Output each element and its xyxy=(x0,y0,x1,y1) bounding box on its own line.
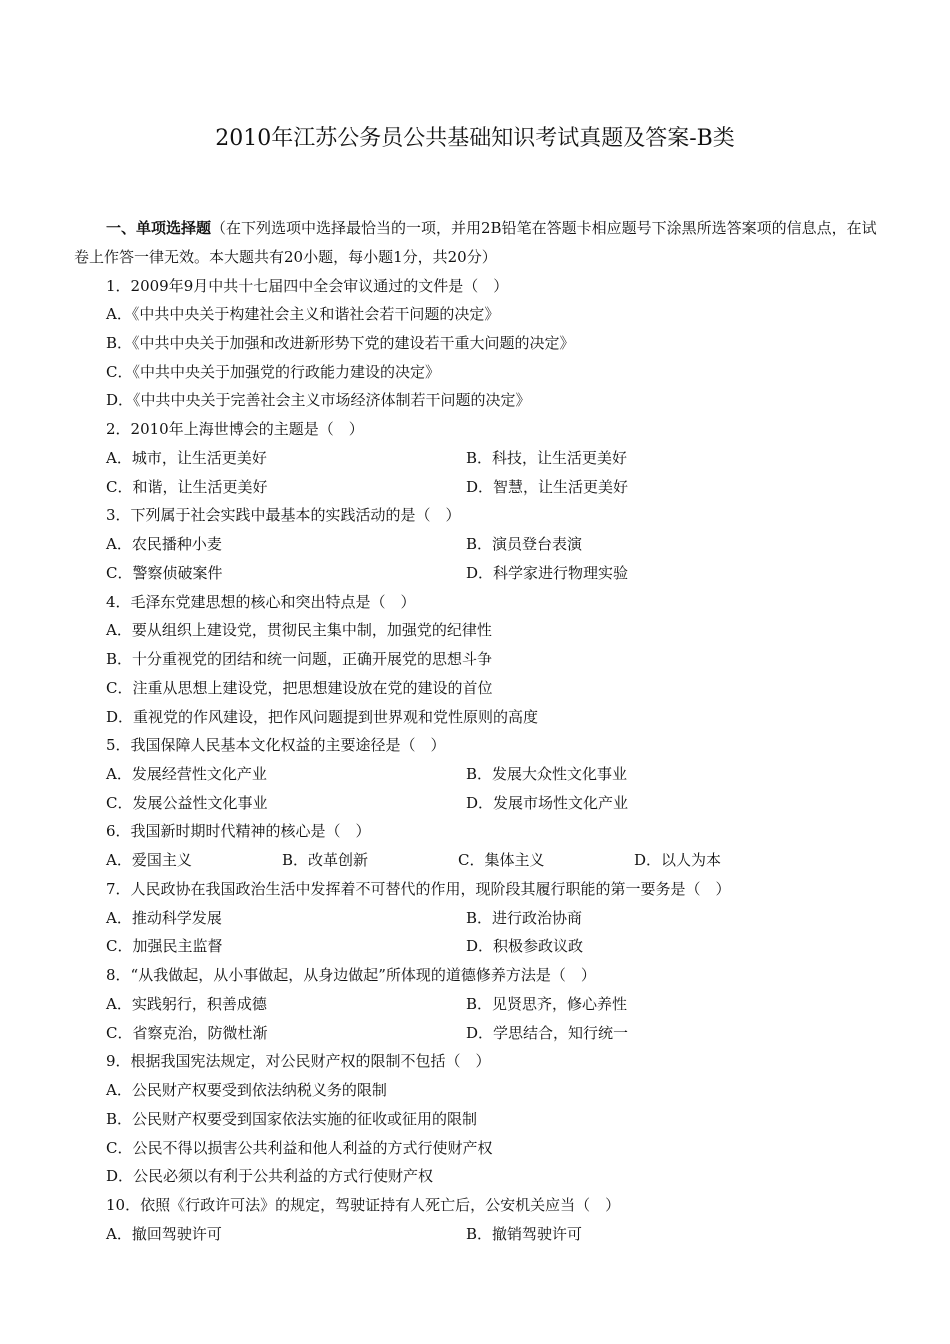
option: B．发展大众性文化事业 xyxy=(466,765,628,783)
option: C．《中共中央关于加强党的行政能力建设的决定》 xyxy=(106,363,440,381)
option: A．公民财产权要受到依法纳税义务的限制 xyxy=(106,1081,387,1099)
option: D．积极参政议政 xyxy=(466,937,584,955)
option: A．城市，让生活更美好 xyxy=(106,449,267,467)
option: D．学思结合，知行统一 xyxy=(466,1024,629,1042)
option: A．实践躬行，积善成德 xyxy=(106,995,267,1013)
question-stem: 8．“从我做起，从小事做起，从身边做起”所体现的道德修养方法是（ ） xyxy=(106,966,596,984)
option: B．演员登台表演 xyxy=(466,535,583,553)
option: D．重视党的作风建设，把作风问题提到世界观和党性原则的高度 xyxy=(106,708,539,726)
document-title: 2010年江苏公务员公共基础知识考试真题及答案-B类 xyxy=(215,126,735,151)
option: D．以人为本 xyxy=(634,851,722,869)
question-stem: 1．2009年9月中共十七届四中全会审议通过的文件是（ ） xyxy=(106,277,509,295)
option: C．发展公益性文化事业 xyxy=(106,794,268,812)
option: C．注重从思想上建设党，把思想建设放在党的建设的首位 xyxy=(106,679,493,697)
question-stem: 2．2010年上海世博会的主题是（ ） xyxy=(106,420,364,438)
option: B．公民财产权要受到国家依法实施的征收或征用的限制 xyxy=(106,1110,478,1128)
option: C．和谐，让生活更美好 xyxy=(106,478,268,496)
option: C．警察侦破案件 xyxy=(106,564,223,582)
option: B．撤销驾驶许可 xyxy=(466,1225,583,1243)
question-stem: 4．毛泽东党建思想的核心和突出特点是（ ） xyxy=(106,593,416,611)
section-instructions: （在下列选项中选择最恰当的一项，并用2B铅笔在答题卡相应题号下涂黑所选答案项的信息点，在试卷上作答一律无效。本大题共有20小题，每小题1分，共20分） xyxy=(74,219,877,266)
question-stem: 10．依照《行政许可法》的规定，驾驶证持有人死亡后，公安机关应当（ ） xyxy=(106,1196,621,1214)
option: D．公民必须以有利于公共利益的方式行使财产权 xyxy=(106,1167,434,1185)
option: B．改革创新 xyxy=(282,851,369,869)
option: C．公民不得以损害公共利益和他人利益的方式行使财产权 xyxy=(106,1139,493,1157)
question-stem: 5．我国保障人民基本文化权益的主要途径是（ ） xyxy=(106,736,446,754)
option: A．要从组织上建设党，贯彻民主集中制，加强党的纪律性 xyxy=(106,621,492,639)
question-stem: 9．根据我国宪法规定，对公民财产权的限制不包括（ ） xyxy=(106,1052,491,1070)
section-heading: 一、单项选择题 xyxy=(106,219,212,237)
option: A．发展经营性文化产业 xyxy=(106,765,267,783)
option: C．集体主义 xyxy=(458,851,545,869)
option: D．发展市场性文化产业 xyxy=(466,794,629,812)
question-stem: 7．人民政协在我国政治生活中发挥着不可替代的作用，现阶段其履行职能的第一要务是（ ） xyxy=(106,880,731,898)
option: A．撤回驾驶许可 xyxy=(106,1225,222,1243)
option: B．十分重视党的团结和统一问题，正确开展党的思想斗争 xyxy=(106,650,493,668)
option: B．进行政治协商 xyxy=(466,909,583,927)
option: C．加强民主监督 xyxy=(106,937,223,955)
option: B．科技，让生活更美好 xyxy=(466,449,628,467)
option: C．省察克治，防微杜渐 xyxy=(106,1024,268,1042)
option: B．《中共中央关于加强和改进新形势下党的建设若干重大问题的决定》 xyxy=(106,334,575,352)
question-stem: 6．我国新时期时代精神的核心是（ ） xyxy=(106,822,371,840)
option: A．《中共中央关于构建社会主义和谐社会若干问题的决定》 xyxy=(106,305,500,323)
section-intro xyxy=(74,214,880,271)
option: A．推动科学发展 xyxy=(106,909,222,927)
option: D．科学家进行物理实验 xyxy=(466,564,629,582)
option: D．《中共中央关于完善社会主义市场经济体制若干问题的决定》 xyxy=(106,391,531,409)
option: A．农民播种小麦 xyxy=(106,535,222,553)
option: B．见贤思齐，修心养性 xyxy=(466,995,628,1013)
option: D．智慧，让生活更美好 xyxy=(466,478,629,496)
option: A．爱国主义 xyxy=(106,851,192,869)
question-stem: 3．下列属于社会实践中最基本的实践活动的是（ ） xyxy=(106,506,461,524)
